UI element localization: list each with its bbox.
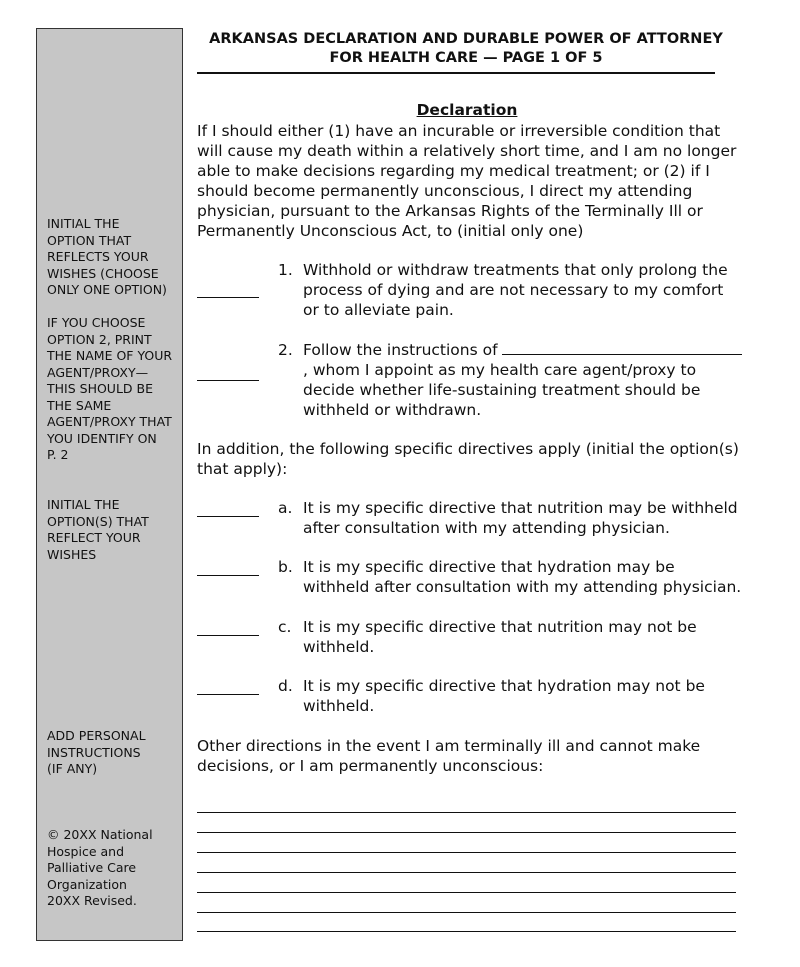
other-directions-prompt: Other directions in the event I am terminally ill and cannot make decisions, or I am permanently unconscious:	[197, 737, 701, 775]
agent-name-field[interactable]	[502, 340, 742, 355]
sidebar-note-initial-one: INITIAL THE OPTION THAT REFLECTS YOUR WISHES (CHOOSE ONLY ONE OPTION)	[47, 216, 167, 297]
directive-c	[278, 617, 743, 657]
option-2-initial-blank[interactable]	[197, 380, 259, 381]
directive-d-letter: d.	[278, 677, 293, 695]
personal-instructions-line[interactable]	[197, 852, 736, 853]
copyright-notice: © 20XX National Hospice and Palliative Care Organization 20XX Revised.	[47, 827, 153, 908]
option-1-number: 1.	[278, 261, 293, 279]
declaration-intro: If I should either (1) have an incurable or irreversible condition that will cause my death within a relatively short time, and I am no longer able to make decisions regarding my medical treatment; or (2) if I should become permanently unconscious, I direct my attending physician, pursuant to the Arkansas Rights of the Terminally Ill or Permanently Unconscious Act, to (initial only one)	[197, 122, 737, 240]
directive-d-text: It is my specific directive that hydration may not be withheld.	[303, 677, 705, 715]
directive-d	[278, 676, 743, 716]
personal-instructions-line[interactable]	[197, 872, 736, 873]
personal-instructions-line[interactable]	[197, 892, 736, 893]
option-1	[278, 260, 743, 320]
option-1-initial-blank[interactable]	[197, 297, 259, 298]
personal-instructions-line[interactable]	[197, 812, 736, 813]
directive-c-letter: c.	[278, 618, 292, 636]
title-line-2: FOR HEALTH CARE — PAGE 1 OF 5	[329, 50, 603, 66]
instructions-sidebar	[36, 28, 183, 941]
directive-a-text: It is my specific directive that nutrition may be withheld after consultation with my attending physician.	[303, 499, 738, 537]
personal-instructions-line[interactable]	[197, 912, 736, 913]
sidebar-note-option-2: IF YOU CHOOSE OPTION 2, PRINT THE NAME OF YOUR AGENT/PROXY— THIS SHOULD BE THE SAME AGENT/PROXY THAT YOU IDENTIFY ON P. 2	[47, 315, 173, 462]
directive-b-letter: b.	[278, 558, 293, 576]
directive-a-initial-blank[interactable]	[197, 516, 259, 517]
sidebar-note-personal: ADD PERSONAL INSTRUCTIONS (IF ANY)	[47, 728, 146, 776]
option-2-text-pre: Follow the instructions of	[303, 341, 503, 359]
title-line-1: ARKANSAS DECLARATION AND DURABLE POWER OF ATTORNEY	[209, 31, 723, 47]
page-title	[196, 30, 736, 68]
personal-instructions-line[interactable]	[197, 931, 736, 932]
directive-b-text: It is my specific directive that hydration may be withheld after consultation with my attending physician.	[303, 558, 742, 596]
personal-instructions-line[interactable]	[197, 832, 736, 833]
option-2	[278, 340, 743, 420]
directive-a-letter: a.	[278, 499, 293, 517]
declaration-heading: Declaration	[416, 101, 518, 119]
directive-b-initial-blank[interactable]	[197, 575, 259, 576]
title-rule	[197, 72, 715, 74]
directive-c-initial-blank[interactable]	[197, 635, 259, 636]
directive-d-initial-blank[interactable]	[197, 694, 259, 695]
directive-b	[278, 557, 743, 597]
directive-c-text: It is my specific directive that nutrition may not be withheld.	[303, 618, 697, 656]
additional-directives-intro: In addition, the following specific directives apply (initial the option(s) that apply):	[197, 440, 739, 478]
directive-a	[278, 498, 743, 538]
option-2-text	[303, 340, 743, 420]
option-2-number: 2.	[278, 341, 293, 359]
sidebar-note-initial-options: INITIAL THE OPTION(S) THAT REFLECT YOUR WISHES	[47, 497, 149, 562]
option-1-text: Withhold or withdraw treatments that only prolong the process of dying and are not necessary to my comfort or to alleviate pain.	[303, 261, 728, 319]
option-2-text-post: , whom I appoint as my health care agent/proxy to decide whether life-sustaining treatment should be withheld or withdrawn.	[303, 361, 701, 419]
